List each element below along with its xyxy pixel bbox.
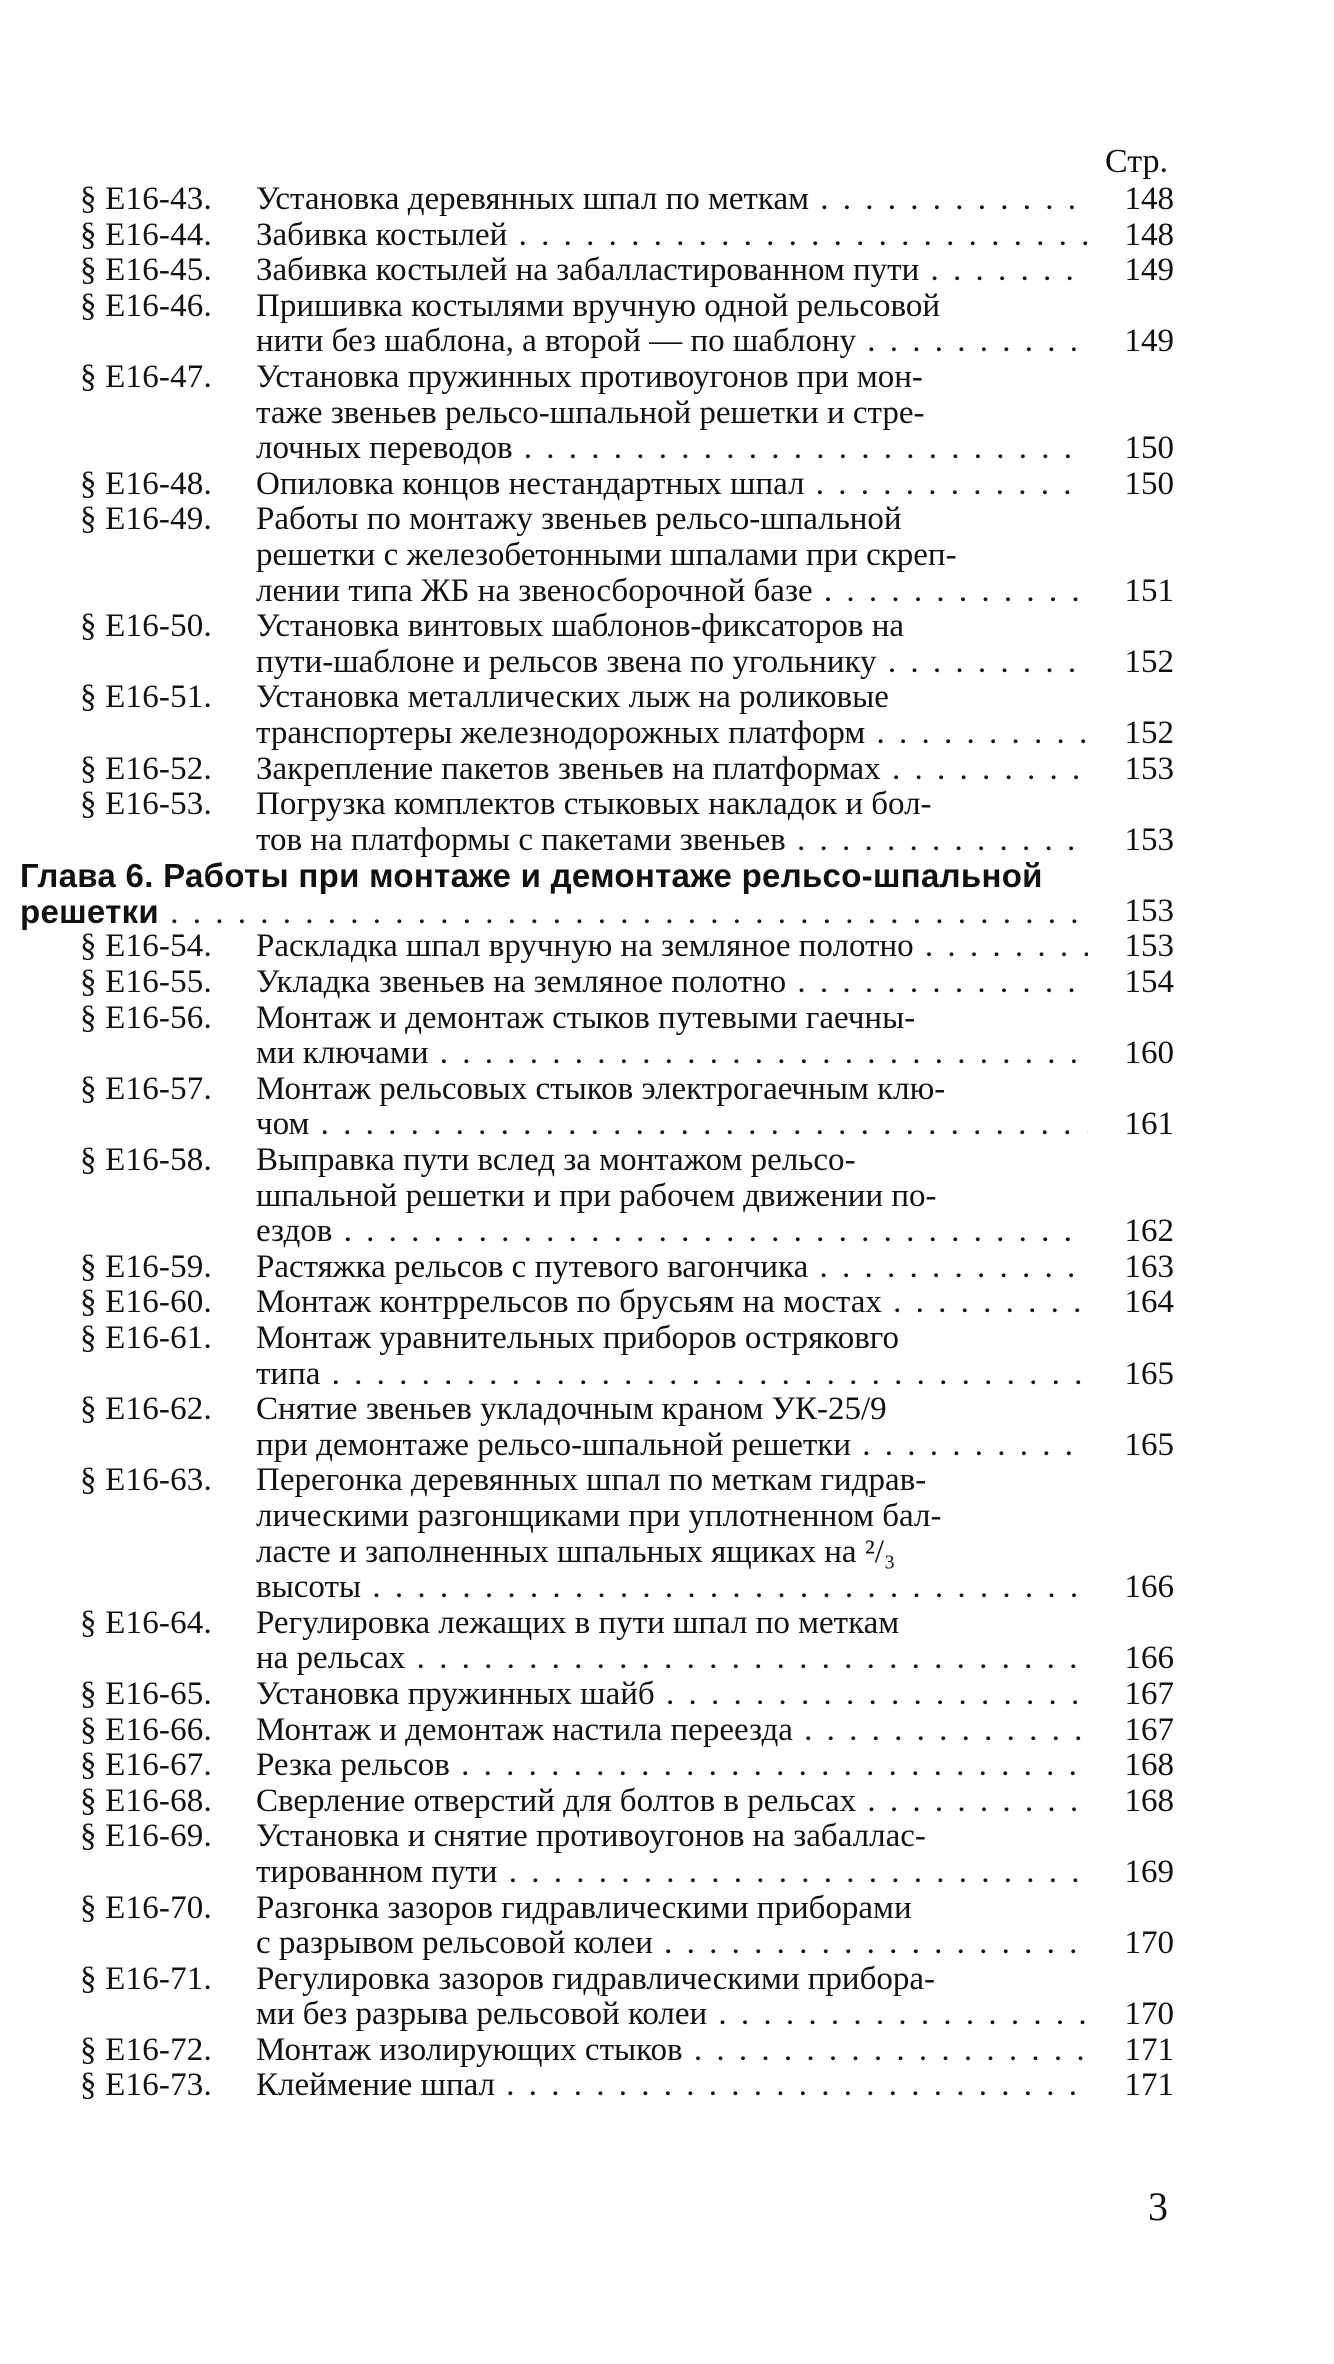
page-ref: 149 xyxy=(1124,323,1174,360)
section-title: таже звеньев рельсо-шпальной решетки и стре- xyxy=(256,395,925,431)
toc-entry-line xyxy=(0,1072,1334,1108)
section-title: Установка пружинных противоугонов при мон- xyxy=(256,359,923,395)
page-ref: 167 xyxy=(1124,1675,1174,1712)
page-ref: 169 xyxy=(1124,1853,1174,1890)
section-number: § Е16-65. xyxy=(80,1675,212,1712)
section-title: нити без шаблона, а второй — по шаблону . . . xyxy=(256,324,1088,360)
section-title: Монтаж изолирующих стыков . . . xyxy=(256,2033,1088,2069)
section-title: Выправка пути вслед за монтажом рельсо- xyxy=(256,1143,856,1179)
page-ref: 164 xyxy=(1124,1284,1174,1321)
toc-entry-line xyxy=(0,502,1334,538)
toc-entry-line xyxy=(0,1143,1334,1179)
section-title: при демонтаже рельсо-шпальной решетки . . . xyxy=(256,1428,1088,1464)
section-title: Снятие звеньев укладочным краном УК-25/9 xyxy=(256,1392,887,1428)
section-number: § Е16-56. xyxy=(80,999,212,1036)
section-number: § Е16-52. xyxy=(80,750,212,787)
section-title: Опиловка концов нестандартных шпал . . . xyxy=(256,467,1088,503)
section-number: § Е16-51. xyxy=(80,679,212,716)
toc-entry-line xyxy=(0,1784,1334,1820)
toc-entry-line xyxy=(0,1677,1334,1713)
section-title: Установка винтовых шаблонов-фиксаторов на xyxy=(256,609,905,645)
section-number: § Е16-60. xyxy=(80,1284,212,1321)
section-number: § Е16-58. xyxy=(80,1142,212,1179)
section-title: решетки с железобетонными шпалами при скреп- xyxy=(256,537,957,573)
page-ref: 166 xyxy=(1124,1640,1174,1677)
page-ref: 150 xyxy=(1124,430,1174,467)
toc-chapter-line xyxy=(0,858,1334,894)
page-ref: 149 xyxy=(1124,252,1174,289)
toc-entry-line xyxy=(0,1285,1334,1321)
section-number: § Е16-69. xyxy=(80,1818,212,1855)
section-title: Укладка звеньев на земляное полотно . . . xyxy=(256,965,1088,1001)
toc-entry-line xyxy=(0,396,1334,432)
section-title: лении типа ЖБ на звеносборочной базе . . . xyxy=(256,574,1088,610)
section-title: Клеймение шпал . . . xyxy=(256,2068,1088,2104)
section-number: § Е16-44. xyxy=(80,216,212,253)
toc-entry-line xyxy=(0,645,1334,681)
toc-entry-line xyxy=(0,218,1334,254)
section-number: § Е16-46. xyxy=(80,287,212,324)
toc-entry-line xyxy=(0,1463,1334,1499)
page-ref: 161 xyxy=(1124,1106,1174,1143)
section-title: высоты . . . xyxy=(256,1570,1088,1606)
page-ref: 170 xyxy=(1124,1925,1174,1962)
toc-entry-line xyxy=(0,1036,1334,1072)
toc-entry-line xyxy=(0,431,1334,467)
toc-entry-line xyxy=(0,752,1334,788)
toc-entry-line xyxy=(0,1891,1334,1927)
toc-entry-line xyxy=(0,574,1334,610)
page-ref: 166 xyxy=(1124,1569,1174,1606)
section-number: § Е16-73. xyxy=(80,2067,212,2104)
section-title: Установка пружинных шайб . . . xyxy=(256,1677,1088,1713)
page-ref: 163 xyxy=(1124,1248,1174,1285)
toc-entry-line xyxy=(0,1570,1334,1606)
toc-entry-line xyxy=(0,182,1334,218)
toc-entry-line xyxy=(0,823,1334,859)
section-title: Погрузка комплектов стыковых накладок и бол- xyxy=(256,787,932,823)
section-title: шпальной решетки и при рабочем движении по- xyxy=(256,1178,937,1214)
section-title: Перегонка деревянных шпал по меткам гидрав- xyxy=(256,1463,927,1499)
section-number: § Е16-49. xyxy=(80,501,212,538)
page-ref: 162 xyxy=(1124,1213,1174,1250)
section-title: Работы по монтажу звеньев рельсо-шпальной xyxy=(256,502,902,538)
section-title: Монтаж и демонтаж стыков путевыми гаечны- xyxy=(256,1000,916,1036)
toc-entry-line xyxy=(0,1321,1334,1357)
section-title: пути-шаблоне и рельсов звена по угольнику . . . xyxy=(256,645,1088,681)
page-column-header: Стр. xyxy=(1105,143,1169,180)
toc-entry-line xyxy=(0,680,1334,716)
toc-entry-line xyxy=(0,324,1334,360)
toc-entry-line xyxy=(0,360,1334,396)
section-number: § Е16-71. xyxy=(80,1960,212,1997)
page-ref: 148 xyxy=(1124,216,1174,253)
section-title: Резка рельсов . . . xyxy=(256,1748,1088,1784)
toc-entry-line xyxy=(0,2068,1334,2104)
chapter-title: Глава 6. Работы при монтаже и демонтаже рельсо-шпальной xyxy=(20,858,1043,894)
page-ref: 153 xyxy=(1124,892,1174,929)
section-title: Разгонка зазоров гидравлическими приборами xyxy=(256,1890,912,1926)
toc-entry-line xyxy=(0,1713,1334,1749)
toc-entry-line xyxy=(0,1001,1334,1037)
section-title: ми без разрыва рельсовой колеи . . . xyxy=(256,1997,1088,2033)
toc-entry-line xyxy=(0,1606,1334,1642)
page-ref: 165 xyxy=(1124,1355,1174,1392)
section-title: Монтаж рельсовых стыков электрогаечным клю- xyxy=(256,1071,946,1107)
page-ref: 171 xyxy=(1124,2067,1174,2104)
page-ref: 151 xyxy=(1124,572,1174,609)
toc-chapter-line xyxy=(0,894,1334,930)
section-number: § Е16-59. xyxy=(80,1248,212,1285)
section-number: § Е16-50. xyxy=(80,608,212,645)
section-title: Регулировка зазоров гидравлическими прибора- xyxy=(256,1961,935,1997)
section-title: Забивка костылей на забалластированном пути . . . xyxy=(256,253,1088,289)
section-title: Установка металлических лыж на роликовые xyxy=(256,680,889,716)
page-ref: 168 xyxy=(1124,1782,1174,1819)
section-title: Пришивка костылями вручную одной рельсовой xyxy=(256,288,940,324)
toc-entry-line xyxy=(0,929,1334,965)
page-ref: 152 xyxy=(1124,643,1174,680)
section-number: § Е16-68. xyxy=(80,1782,212,1819)
page-ref: 153 xyxy=(1124,928,1174,965)
section-title: тированном пути . . . xyxy=(256,1855,1088,1891)
section-number: § Е16-67. xyxy=(80,1747,212,1784)
toc-entry-line xyxy=(0,1250,1334,1286)
page-ref: 148 xyxy=(1124,181,1174,217)
section-number: § Е16-48. xyxy=(80,465,212,502)
toc-entry-line xyxy=(0,1819,1334,1855)
toc-entry-line xyxy=(0,1641,1334,1677)
section-number: § Е16-43. xyxy=(80,181,212,217)
section-title: Монтаж и демонтаж настила переезда . . . xyxy=(256,1713,1088,1749)
toc-entry-line xyxy=(0,1855,1334,1891)
toc-entry-line xyxy=(0,1748,1334,1784)
toc-entry-line xyxy=(0,965,1334,1001)
toc-entry-line xyxy=(0,253,1334,289)
section-number: § Е16-64. xyxy=(80,1604,212,1641)
section-title: на рельсах . . . xyxy=(256,1641,1088,1677)
section-number: § Е16-61. xyxy=(80,1320,212,1356)
section-number: § Е16-55. xyxy=(80,964,212,1001)
section-title: Закрепление пакетов звеньев на платформах . . . xyxy=(256,752,1088,788)
section-title: с разрывом рельсовой колеи . . . xyxy=(256,1926,1088,1962)
section-number: § Е16-47. xyxy=(80,358,212,395)
section-title: Монтаж уравнительных приборов остряковго xyxy=(256,1321,899,1356)
section-title: лическими разгонщиками при уплотненном бал- xyxy=(256,1498,942,1534)
page-ref: 165 xyxy=(1124,1426,1174,1463)
section-title: Растяжка рельсов с путевого вагончика . . . xyxy=(256,1250,1088,1286)
section-title: Монтаж контррельсов по брусьям на мостах . . . xyxy=(256,1285,1088,1321)
toc-entry-line xyxy=(0,1499,1334,1535)
page-number: 3 xyxy=(1148,2184,1168,2229)
section-number: § Е16-62. xyxy=(80,1391,212,1428)
page-ref: 154 xyxy=(1124,964,1174,1001)
toc-entry-line xyxy=(0,1392,1334,1428)
toc-entry-line xyxy=(0,289,1334,325)
section-number: § Е16-45. xyxy=(80,252,212,289)
section-number: § Е16-57. xyxy=(80,1070,212,1107)
toc-entry-line xyxy=(0,1428,1334,1464)
page-ref: 167 xyxy=(1124,1711,1174,1748)
toc-entry-line xyxy=(0,1107,1334,1143)
toc-entry-line xyxy=(0,467,1334,503)
section-title: Раскладка шпал вручную на земляное полотно . . . xyxy=(256,929,1088,965)
section-title: Установка и снятие противоугонов на забаллас- xyxy=(256,1819,926,1855)
toc-entry-line xyxy=(0,609,1334,645)
toc-entry-line xyxy=(0,716,1334,752)
section-title: Установка деревянных шпал по меткам . . . xyxy=(256,182,1088,218)
section-number: § Е16-66. xyxy=(80,1711,212,1748)
page-ref: 170 xyxy=(1124,1996,1174,2033)
toc-entry-line xyxy=(0,2033,1334,2069)
chapter-title: решетки . . . xyxy=(20,894,1088,932)
section-title: чом . . . xyxy=(256,1107,1088,1143)
toc-entry-line xyxy=(0,1214,1334,1250)
toc-entry-line xyxy=(0,1535,1334,1571)
section-number: § Е16-70. xyxy=(80,1889,212,1926)
toc-entry-line xyxy=(0,1357,1334,1393)
section-number: § Е16-63. xyxy=(80,1462,212,1499)
section-title: Забивка костылей . . . xyxy=(256,218,1088,254)
section-title: ласте и заполненных шпальных ящиках на ²/₃ xyxy=(256,1534,896,1570)
section-title: типа . . . xyxy=(256,1357,1088,1393)
page-ref: 153 xyxy=(1124,750,1174,787)
section-number: § Е16-54. xyxy=(80,928,212,965)
section-title: Регулировка лежащих в пути шпал по меткам xyxy=(256,1605,900,1641)
section-number: § Е16-53. xyxy=(80,786,212,823)
toc-entry-line xyxy=(0,787,1334,823)
section-title: тов на платформы с пакетами звеньев . . . xyxy=(256,823,1088,859)
section-title: ездов . . . xyxy=(256,1214,1088,1250)
section-title: лочных переводов . . . xyxy=(256,431,1088,467)
page-ref: 152 xyxy=(1124,714,1174,751)
toc-entry-line xyxy=(0,1962,1334,1998)
page-ref: 171 xyxy=(1124,2031,1174,2068)
toc-entry-line xyxy=(0,1997,1334,2033)
table-of-contents xyxy=(0,182,1334,2104)
toc-entry-line xyxy=(0,1926,1334,1962)
page-ref: 168 xyxy=(1124,1747,1174,1784)
page-ref: 153 xyxy=(1124,821,1174,858)
section-title: Сверление отверстий для болтов в рельсах . . . xyxy=(256,1784,1088,1820)
section-title: транспортеры железнодорожных платформ . . . xyxy=(256,716,1088,752)
section-number: § Е16-72. xyxy=(80,2031,212,2068)
toc-entry-line xyxy=(0,538,1334,574)
toc-entry-line xyxy=(0,1179,1334,1215)
section-title: ми ключами . . . xyxy=(256,1036,1088,1072)
page-ref: 150 xyxy=(1124,465,1174,502)
page-ref: 160 xyxy=(1124,1035,1174,1072)
